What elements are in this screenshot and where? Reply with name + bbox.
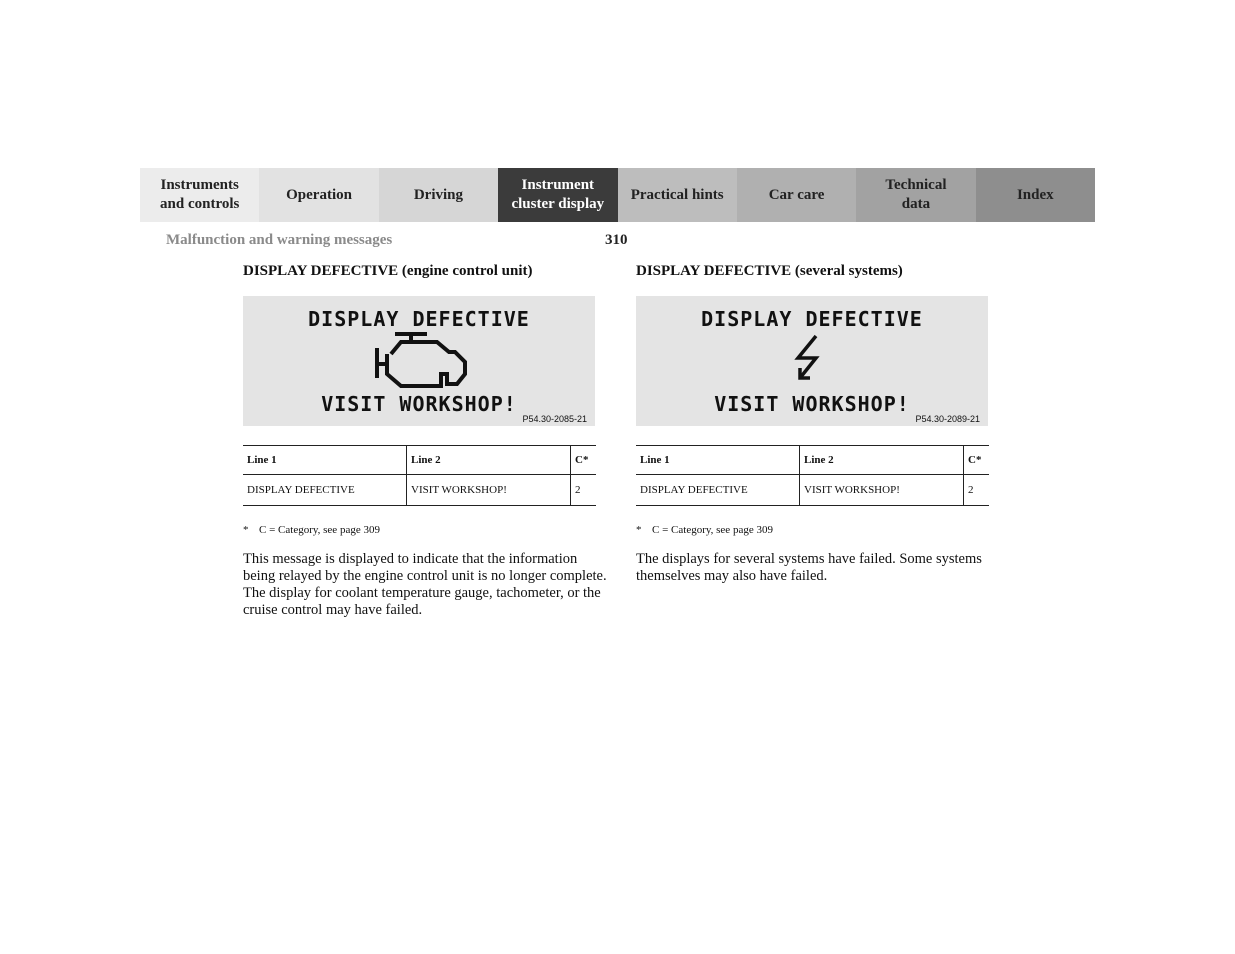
tab-technical-data[interactable]: Technical data (856, 168, 975, 222)
display-line-1: DISPLAY DEFECTIVE (701, 307, 923, 331)
message-table (243, 445, 596, 506)
display-line-2: VISIT WORKSHOP! (714, 392, 910, 416)
section-title: Malfunction and warning messages (166, 232, 393, 248)
table-header-line1: Line 1 (243, 446, 407, 475)
table-header-line2: Line 2 (407, 446, 571, 475)
table-row (636, 475, 989, 506)
figure-code: P54.30-2089-21 (915, 414, 980, 424)
footnote-text: C = Category, see page 309 (652, 524, 773, 536)
tab-instrument-cluster-display[interactable]: Instrument cluster display (498, 168, 617, 222)
message-heading: DISPLAY DEFECTIVE (engine control unit) (243, 263, 533, 279)
table-cell-category: 2 (571, 475, 597, 506)
table-header-line2: Line 2 (800, 446, 964, 475)
table-cell-line2: VISIT WORKSHOP! (800, 475, 964, 506)
left-column (243, 262, 607, 619)
figure-code: P54.30-2085-21 (522, 414, 587, 424)
footnote (243, 524, 603, 536)
message-heading: DISPLAY DEFECTIVE (several systems) (636, 263, 903, 279)
table-header-line1: Line 1 (636, 446, 800, 475)
tab-operation[interactable]: Operation (259, 168, 378, 222)
tab-instruments-and-controls[interactable]: Instruments and controls (140, 168, 259, 222)
table-row (243, 475, 596, 506)
footnote (636, 524, 996, 536)
description-text: This message is displayed to indicate that the information being relayed by the engine control unit is no longer complete. The display for coolant temperature gauge, tachometer, or the cruise control may have failed. (243, 551, 607, 618)
footnote-mark: * (636, 524, 642, 536)
cluster-display-illustration (636, 296, 988, 426)
lightning-icon (794, 334, 822, 382)
footnote-text: C = Category, see page 309 (259, 524, 380, 536)
table-header-row (636, 446, 989, 475)
footnote-mark: * (243, 524, 249, 536)
page-number: 310 (605, 232, 628, 248)
display-line-2: VISIT WORKSHOP! (321, 392, 517, 416)
table-header-category: C* (964, 446, 990, 475)
description-text: The displays for several systems have failed. Some systems themselves may also have failed. (636, 551, 982, 584)
display-line-1: DISPLAY DEFECTIVE (308, 307, 530, 331)
table-cell-line1: DISPLAY DEFECTIVE (636, 475, 800, 506)
chapter-nav (140, 168, 1095, 222)
table-cell-line2: VISIT WORKSHOP! (407, 475, 571, 506)
table-cell-category: 2 (964, 475, 990, 506)
engine-icon (367, 330, 471, 392)
table-header-row (243, 446, 596, 475)
cluster-display-illustration (243, 296, 595, 426)
table-header-category: C* (571, 446, 597, 475)
right-column (636, 262, 996, 585)
tab-practical-hints[interactable]: Practical hints (618, 168, 737, 222)
message-table (636, 445, 989, 506)
tab-index[interactable]: Index (976, 168, 1095, 222)
table-cell-line1: DISPLAY DEFECTIVE (243, 475, 407, 506)
tab-car-care[interactable]: Car care (737, 168, 856, 222)
tab-driving[interactable]: Driving (379, 168, 498, 222)
